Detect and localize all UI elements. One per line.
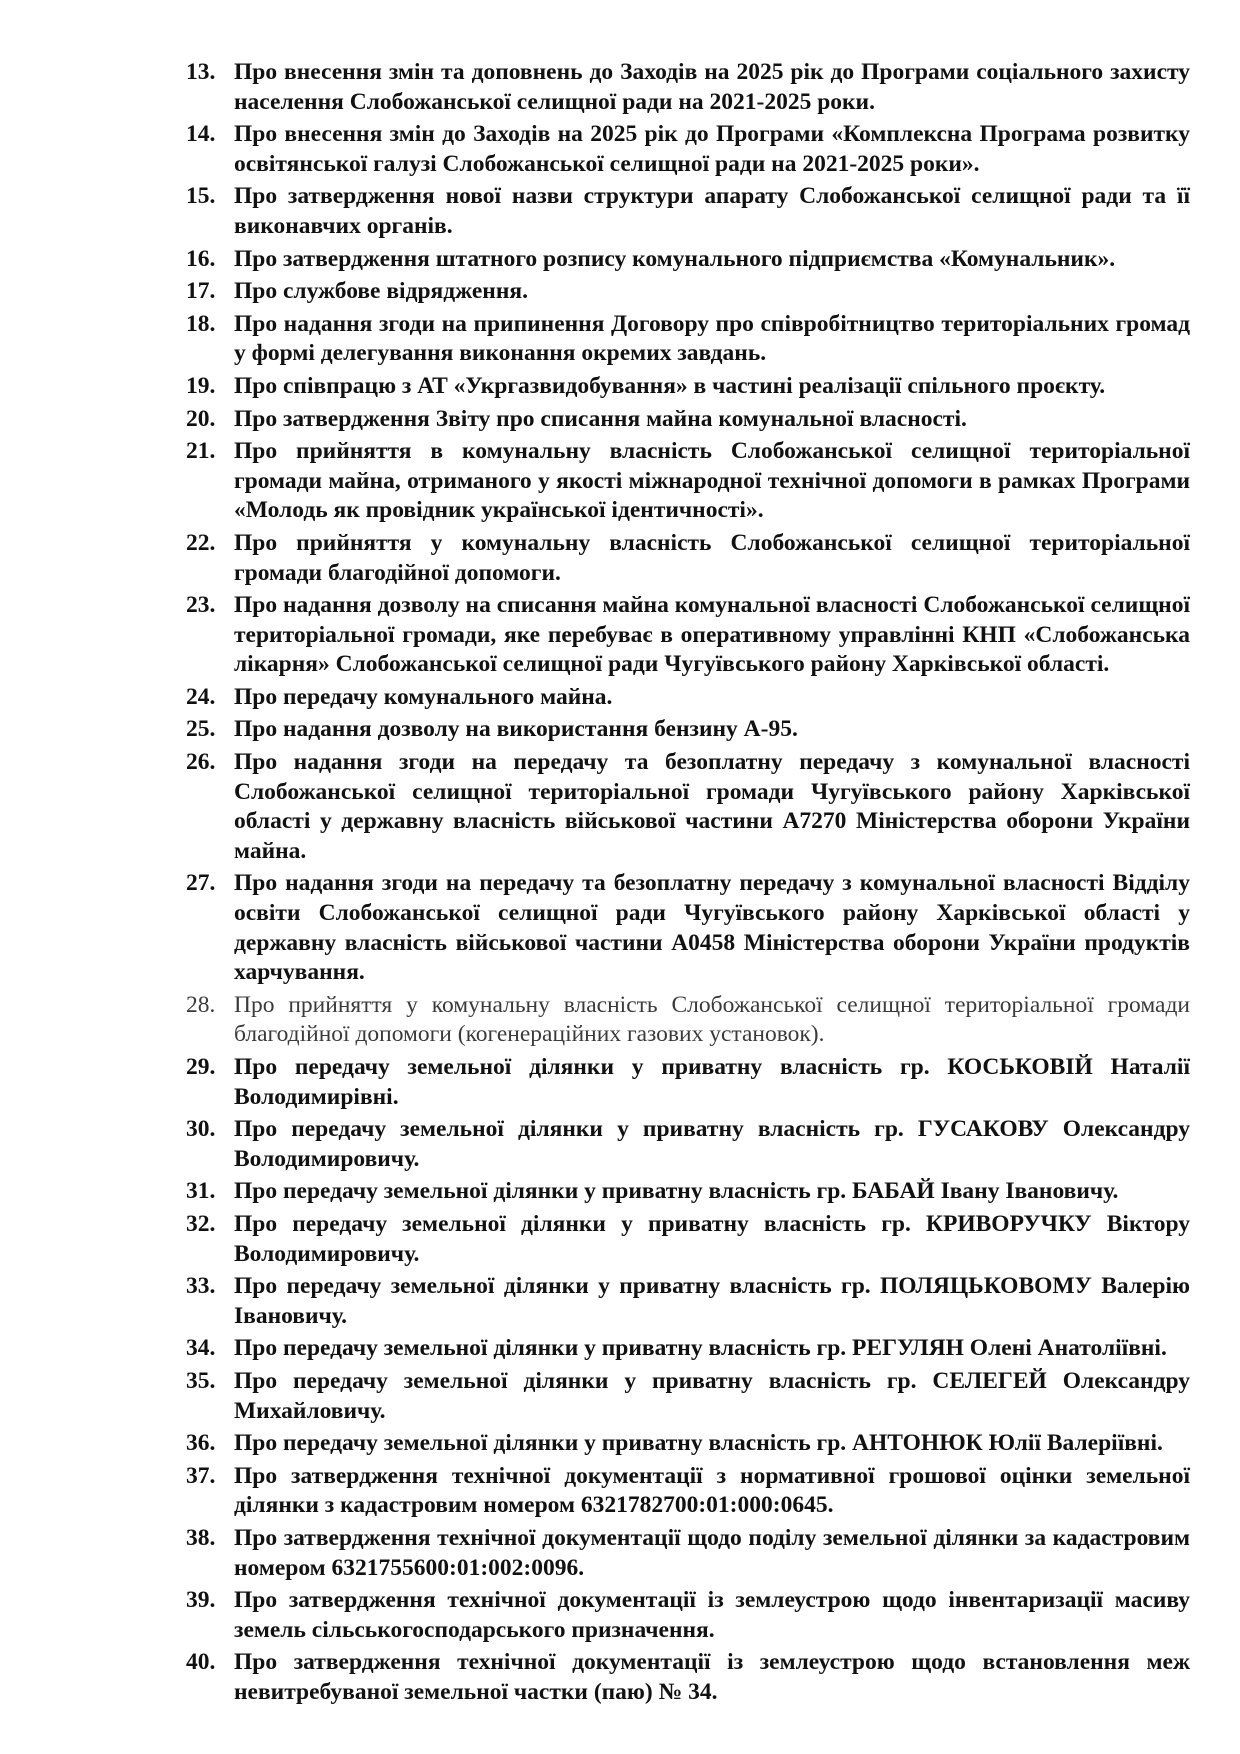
agenda-item-number: 36. xyxy=(186,1430,216,1457)
agenda-item-number: 21. xyxy=(186,438,216,465)
agenda-item-number: 34. xyxy=(186,1335,216,1362)
agenda-item xyxy=(186,1210,1190,1269)
agenda-item-number: 30. xyxy=(186,1116,216,1143)
agenda-item-text: Про співпрацю з АТ «Укргазвидобування» в частині реалізації спільного проєкту. xyxy=(234,372,1106,399)
agenda-item-text: Про передачу земельної ділянки у приватну власність гр. АНТОНЮК Юлії Валеріївні. xyxy=(234,1430,1163,1457)
agenda-item-text: Про надання дозволу на списання майна комунальної власності Слобожанської селищної територіальної громади, яке перебуває в оперативному управлінні КНП «Слобожанська лікарня» Слобожанської селищної ради Чугуївського району Харківської області. xyxy=(234,592,1190,678)
agenda-item xyxy=(186,1429,1190,1459)
agenda-item-text: Про затвердження нової назви структури апарату Слобожанської селищної ради та її виконавчих органів. xyxy=(234,183,1190,239)
agenda-item-number: 22. xyxy=(186,529,216,556)
agenda-item-text: Про затвердження технічної документації з нормативної грошової оцінки земельної ділянки з кадастровим номером 6321782700:01:000:0645. xyxy=(234,1462,1190,1519)
agenda-item-text: Про передачу земельної ділянки у приватну власність гр. РЕГУЛЯН Олені Анатоліївні. xyxy=(234,1335,1167,1362)
agenda-item xyxy=(186,120,1190,179)
agenda-item-text: Про надання дозволу на використання бензину А-95. xyxy=(234,716,798,743)
agenda-item xyxy=(186,748,1190,866)
agenda-item xyxy=(186,991,1190,1050)
agenda-item-text: Про передачу земельної ділянки у приватну власність гр. ГУСАКОВУ Олександру Володимировичу. xyxy=(234,1116,1190,1172)
agenda-item-text: Про затвердження технічної документації щодо поділу земельної ділянки за кадастровим номером 6321755600:01:002:0096. xyxy=(234,1524,1190,1581)
agenda-item-number: 19. xyxy=(186,372,216,399)
agenda-item-text: Про внесення змін до Заходів на 2025 рік до Програми «Комплексна Програма розвитку освітянської галузі Слобожанської селищної ради на 2021-2025 роки». xyxy=(234,121,1190,177)
agenda-item xyxy=(186,182,1190,241)
agenda-item-text: Про надання згоди на передачу та безоплатну передачу з комунальної власності Відділу освіти Слобожанської селищної ради Чугуївського району Харківської області у державну власність військової частини А0458 Міністерства оборони України продуктів харчування. xyxy=(234,870,1190,986)
agenda-item-text: Про прийняття в комунальну власність Слобожанської селищної територіальної громади майна, отриманого у якості міжнародної технічної допомоги в рамках Програми «Молодь як провідник української ідентичності». xyxy=(234,438,1190,524)
agenda-item xyxy=(186,1053,1190,1112)
agenda-item-text: Про прийняття у комунальну власність Слобожанської селищної територіальної громади благодійної допомоги (когенераційних газових установок). xyxy=(234,991,1190,1048)
agenda-item xyxy=(186,405,1190,435)
agenda-item xyxy=(186,683,1190,713)
agenda-item-text: Про прийняття у комунальну власність Слобожанської селищної територіальної громади благодійної допомоги. xyxy=(234,529,1190,586)
agenda-item-number: 18. xyxy=(186,310,216,337)
agenda-item-text: Про передачу земельної ділянки у приватну власність гр. СЕЛЕГЕЙ Олександру Михайловичу. xyxy=(234,1367,1190,1424)
agenda-item-number: 37. xyxy=(186,1462,216,1489)
agenda-item-text: Про передачу комунального майна. xyxy=(234,683,613,710)
agenda-list xyxy=(186,58,1190,1710)
agenda-item xyxy=(186,245,1190,275)
agenda-item-number: 28. xyxy=(186,991,216,1018)
agenda-item xyxy=(186,1648,1190,1707)
agenda-item-text: Про затвердження штатного розпису комунального підприємства «Комунальник». xyxy=(234,245,1116,272)
agenda-item-text: Про внесення змін та доповнень до Заходів на 2025 рік до Програми соціального захисту населення Слобожанської селищної ради на 2021-2025 роки. xyxy=(234,59,1190,115)
agenda-item-number: 32. xyxy=(186,1210,216,1237)
agenda-item-number: 17. xyxy=(186,278,216,305)
agenda-item xyxy=(186,1115,1190,1174)
agenda-item xyxy=(186,1272,1190,1331)
agenda-item-number: 15. xyxy=(186,183,216,210)
agenda-item-number: 39. xyxy=(186,1587,216,1614)
agenda-item-number: 25. xyxy=(186,716,216,743)
agenda-item xyxy=(186,437,1190,526)
agenda-item xyxy=(186,869,1190,987)
agenda-item xyxy=(186,58,1190,117)
agenda-item-text: Про затвердження технічної документації із землеустрою щодо інвентаризації масиву земель сільськогосподарського призначення. xyxy=(234,1587,1190,1643)
agenda-item-number: 38. xyxy=(186,1524,216,1551)
agenda-item-text: Про надання згоди на передачу та безоплатну передачу з комунальної власності Слобожанської селищної територіальної громади Чугуївського району Харківської області у державну власність військової частини А7270 Міністерства оборони України майна. xyxy=(234,749,1190,864)
agenda-item-number: 23. xyxy=(186,592,216,619)
agenda-item-number: 24. xyxy=(186,683,216,710)
agenda-item-number: 33. xyxy=(186,1273,216,1300)
agenda-item-text: Про передачу земельної ділянки у приватну власність гр. ПОЛЯЦЬКОВОМУ Валерію Івановичу. xyxy=(234,1273,1190,1329)
agenda-item xyxy=(186,1462,1190,1521)
agenda-item-number: 20. xyxy=(186,405,216,432)
agenda-item xyxy=(186,277,1190,307)
agenda-item-text: Про передачу земельної ділянки у приватну власність гр. КРИВОРУЧКУ Віктору Володимировичу. xyxy=(234,1210,1190,1267)
agenda-item-number: 27. xyxy=(186,870,216,897)
agenda-item xyxy=(186,1177,1190,1207)
agenda-item xyxy=(186,1586,1190,1645)
agenda-item-text: Про передачу земельної ділянки у приватну власність гр. КОСЬКОВІЙ Наталії Володимирівні. xyxy=(234,1054,1190,1110)
agenda-item-text: Про надання згоди на припинення Договору про співробітництво територіальних громад у формі делегування виконання окремих завдань. xyxy=(234,310,1190,367)
agenda-item-number: 31. xyxy=(186,1178,216,1205)
agenda-item-number: 13. xyxy=(186,59,216,85)
agenda-item-number: 40. xyxy=(186,1649,216,1676)
agenda-item-text: Про передачу земельної ділянки у приватну власність гр. БАБАЙ Івану Івановичу. xyxy=(234,1178,1119,1205)
agenda-item-text: Про затвердження технічної документації із землеустрою щодо встановлення меж невитребуваної земельної частки (паю) № 34. xyxy=(234,1649,1190,1705)
agenda-item xyxy=(186,1524,1190,1583)
agenda-item-number: 26. xyxy=(186,749,216,776)
agenda-item xyxy=(186,372,1190,402)
agenda-item xyxy=(186,529,1190,588)
agenda-item-text: Про службове відрядження. xyxy=(234,278,528,305)
agenda-item xyxy=(186,715,1190,745)
agenda-item-number: 14. xyxy=(186,121,216,148)
agenda-item-text: Про затвердження Звіту про списання майна комунальної власності. xyxy=(234,405,967,432)
agenda-item xyxy=(186,1334,1190,1364)
agenda-item xyxy=(186,310,1190,369)
agenda-item xyxy=(186,591,1190,680)
agenda-item-number: 16. xyxy=(186,245,216,272)
agenda-item xyxy=(186,1367,1190,1426)
agenda-item-number: 35. xyxy=(186,1367,216,1394)
agenda-item-number: 29. xyxy=(186,1054,216,1080)
